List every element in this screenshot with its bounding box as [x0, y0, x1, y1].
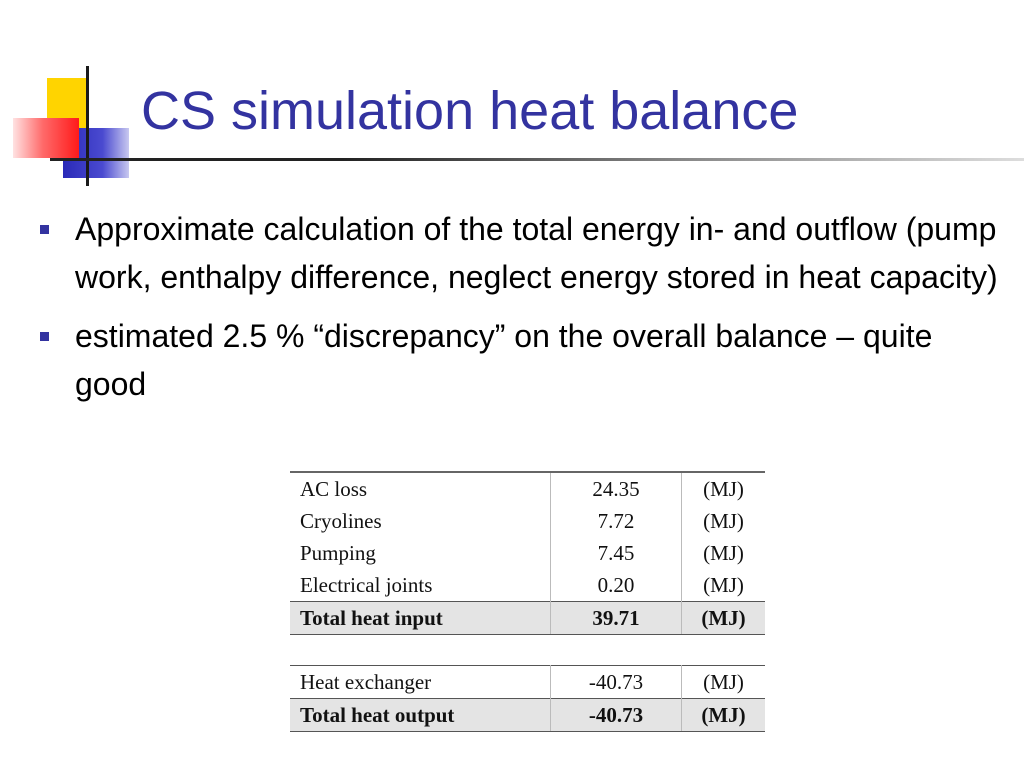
bullet-list [40, 205, 1000, 419]
table-row [290, 569, 765, 602]
row-unit: (MJ) [682, 472, 766, 505]
table-spacer-row [290, 635, 765, 666]
row-label: Electrical joints [290, 569, 551, 602]
logo-red-block [13, 118, 79, 158]
row-label: AC loss [290, 472, 551, 505]
table-row [290, 537, 765, 569]
row-value: -40.73 [551, 666, 682, 699]
row-unit: (MJ) [703, 572, 744, 597]
table-row [290, 666, 765, 699]
table-row [290, 472, 765, 505]
table-row [290, 505, 765, 537]
total-label: Total heat output [290, 699, 551, 732]
bullet-square-icon [40, 332, 49, 341]
total-unit: (MJ) [682, 699, 766, 732]
total-output-row [290, 699, 765, 732]
total-unit: (MJ) [682, 602, 766, 635]
row-label: Heat exchanger [290, 666, 551, 699]
heat-balance-table [290, 471, 765, 732]
total-input-row [290, 602, 765, 635]
row-value: 24.35 [551, 472, 682, 505]
row-unit: (MJ) [682, 666, 766, 699]
slide-title: CS simulation heat balance [141, 81, 799, 141]
row-label: Cryolines [290, 505, 551, 537]
logo-vertical-rule [86, 66, 89, 186]
total-value: -40.73 [551, 699, 682, 732]
bullet-square-icon [40, 225, 49, 234]
total-label: Total heat input [290, 602, 551, 635]
bullet-item [40, 312, 1000, 408]
row-value: 7.45 [551, 537, 682, 569]
row-label: Pumping [290, 537, 551, 569]
total-value: 39.71 [551, 602, 682, 635]
row-value: 7.72 [551, 505, 682, 537]
row-unit: (MJ) [703, 540, 744, 565]
title-underline-rule [50, 158, 1024, 161]
row-unit: (MJ) [703, 508, 744, 533]
bullet-text: estimated 2.5 % “discrepancy” on the overall balance – quite good [75, 318, 933, 402]
row-value: 0.20 [551, 569, 682, 602]
bullet-item [40, 205, 1000, 301]
bullet-text: Approximate calculation of the total energy in- and outflow (pump work, enthalpy difference, neglect energy stored in heat capacity) [75, 211, 998, 295]
